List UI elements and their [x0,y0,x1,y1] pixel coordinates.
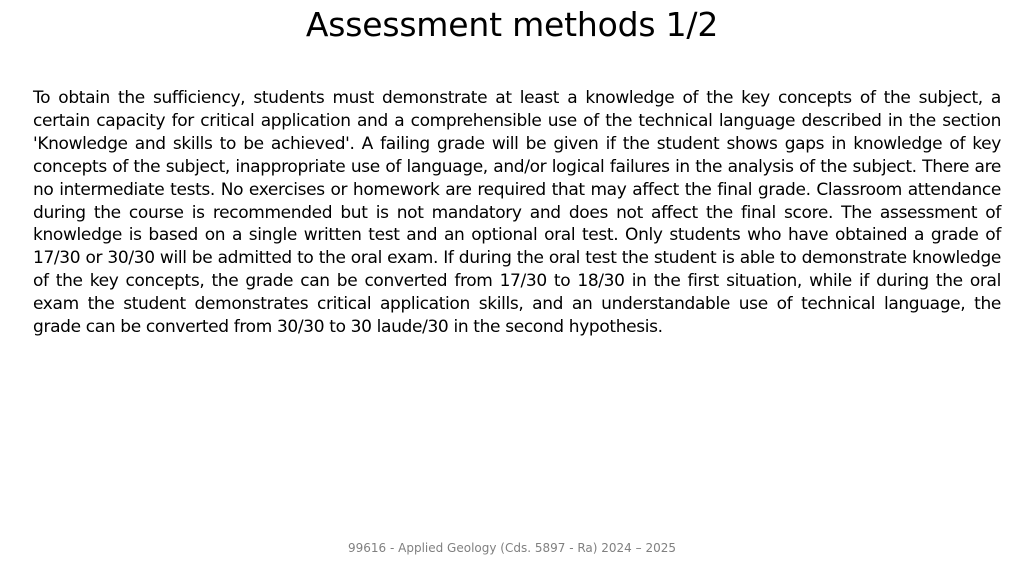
slide-footer: 99616 - Applied Geology (Cds. 5897 - Ra) 2024 – 2025 [348,541,676,555]
slide-title: Assessment methods 1/2 [305,5,719,44]
slide-body-text: To obtain the sufficiency, students must demonstrate at least a knowledge of the key concepts of the subject, a certain capacity for critical application and a comprehensible use of the technical language described in the section 'Knowledge and skills to be achieved'. A failing grade will be given if the student shows gaps in knowledge of key concepts of the subject, inappropriate use of language, and/or logical failures in the analysis of the subject. There are no intermediate tests. No exercises or homework are required that may affect the final grade. Classroom attendance during the course is recommended but is not mandatory and does not affect the final score. The assessment of knowledge is based on a single written test and an optional oral test. Only students who have obtained a grade of 17/30 or 30/30 will be admitted to the oral exam. If during the oral test the student is able to demonstrate knowledge of the key concepts, the grade can be converted from 17/30 to 18/30 in the first situation, while if during the oral exam the student demonstrates critical application skills, and an understandable use of technical language, the grade can be converted from 30/30 to 30 laude/30 in the second hypothesis. [33,88,1001,338]
